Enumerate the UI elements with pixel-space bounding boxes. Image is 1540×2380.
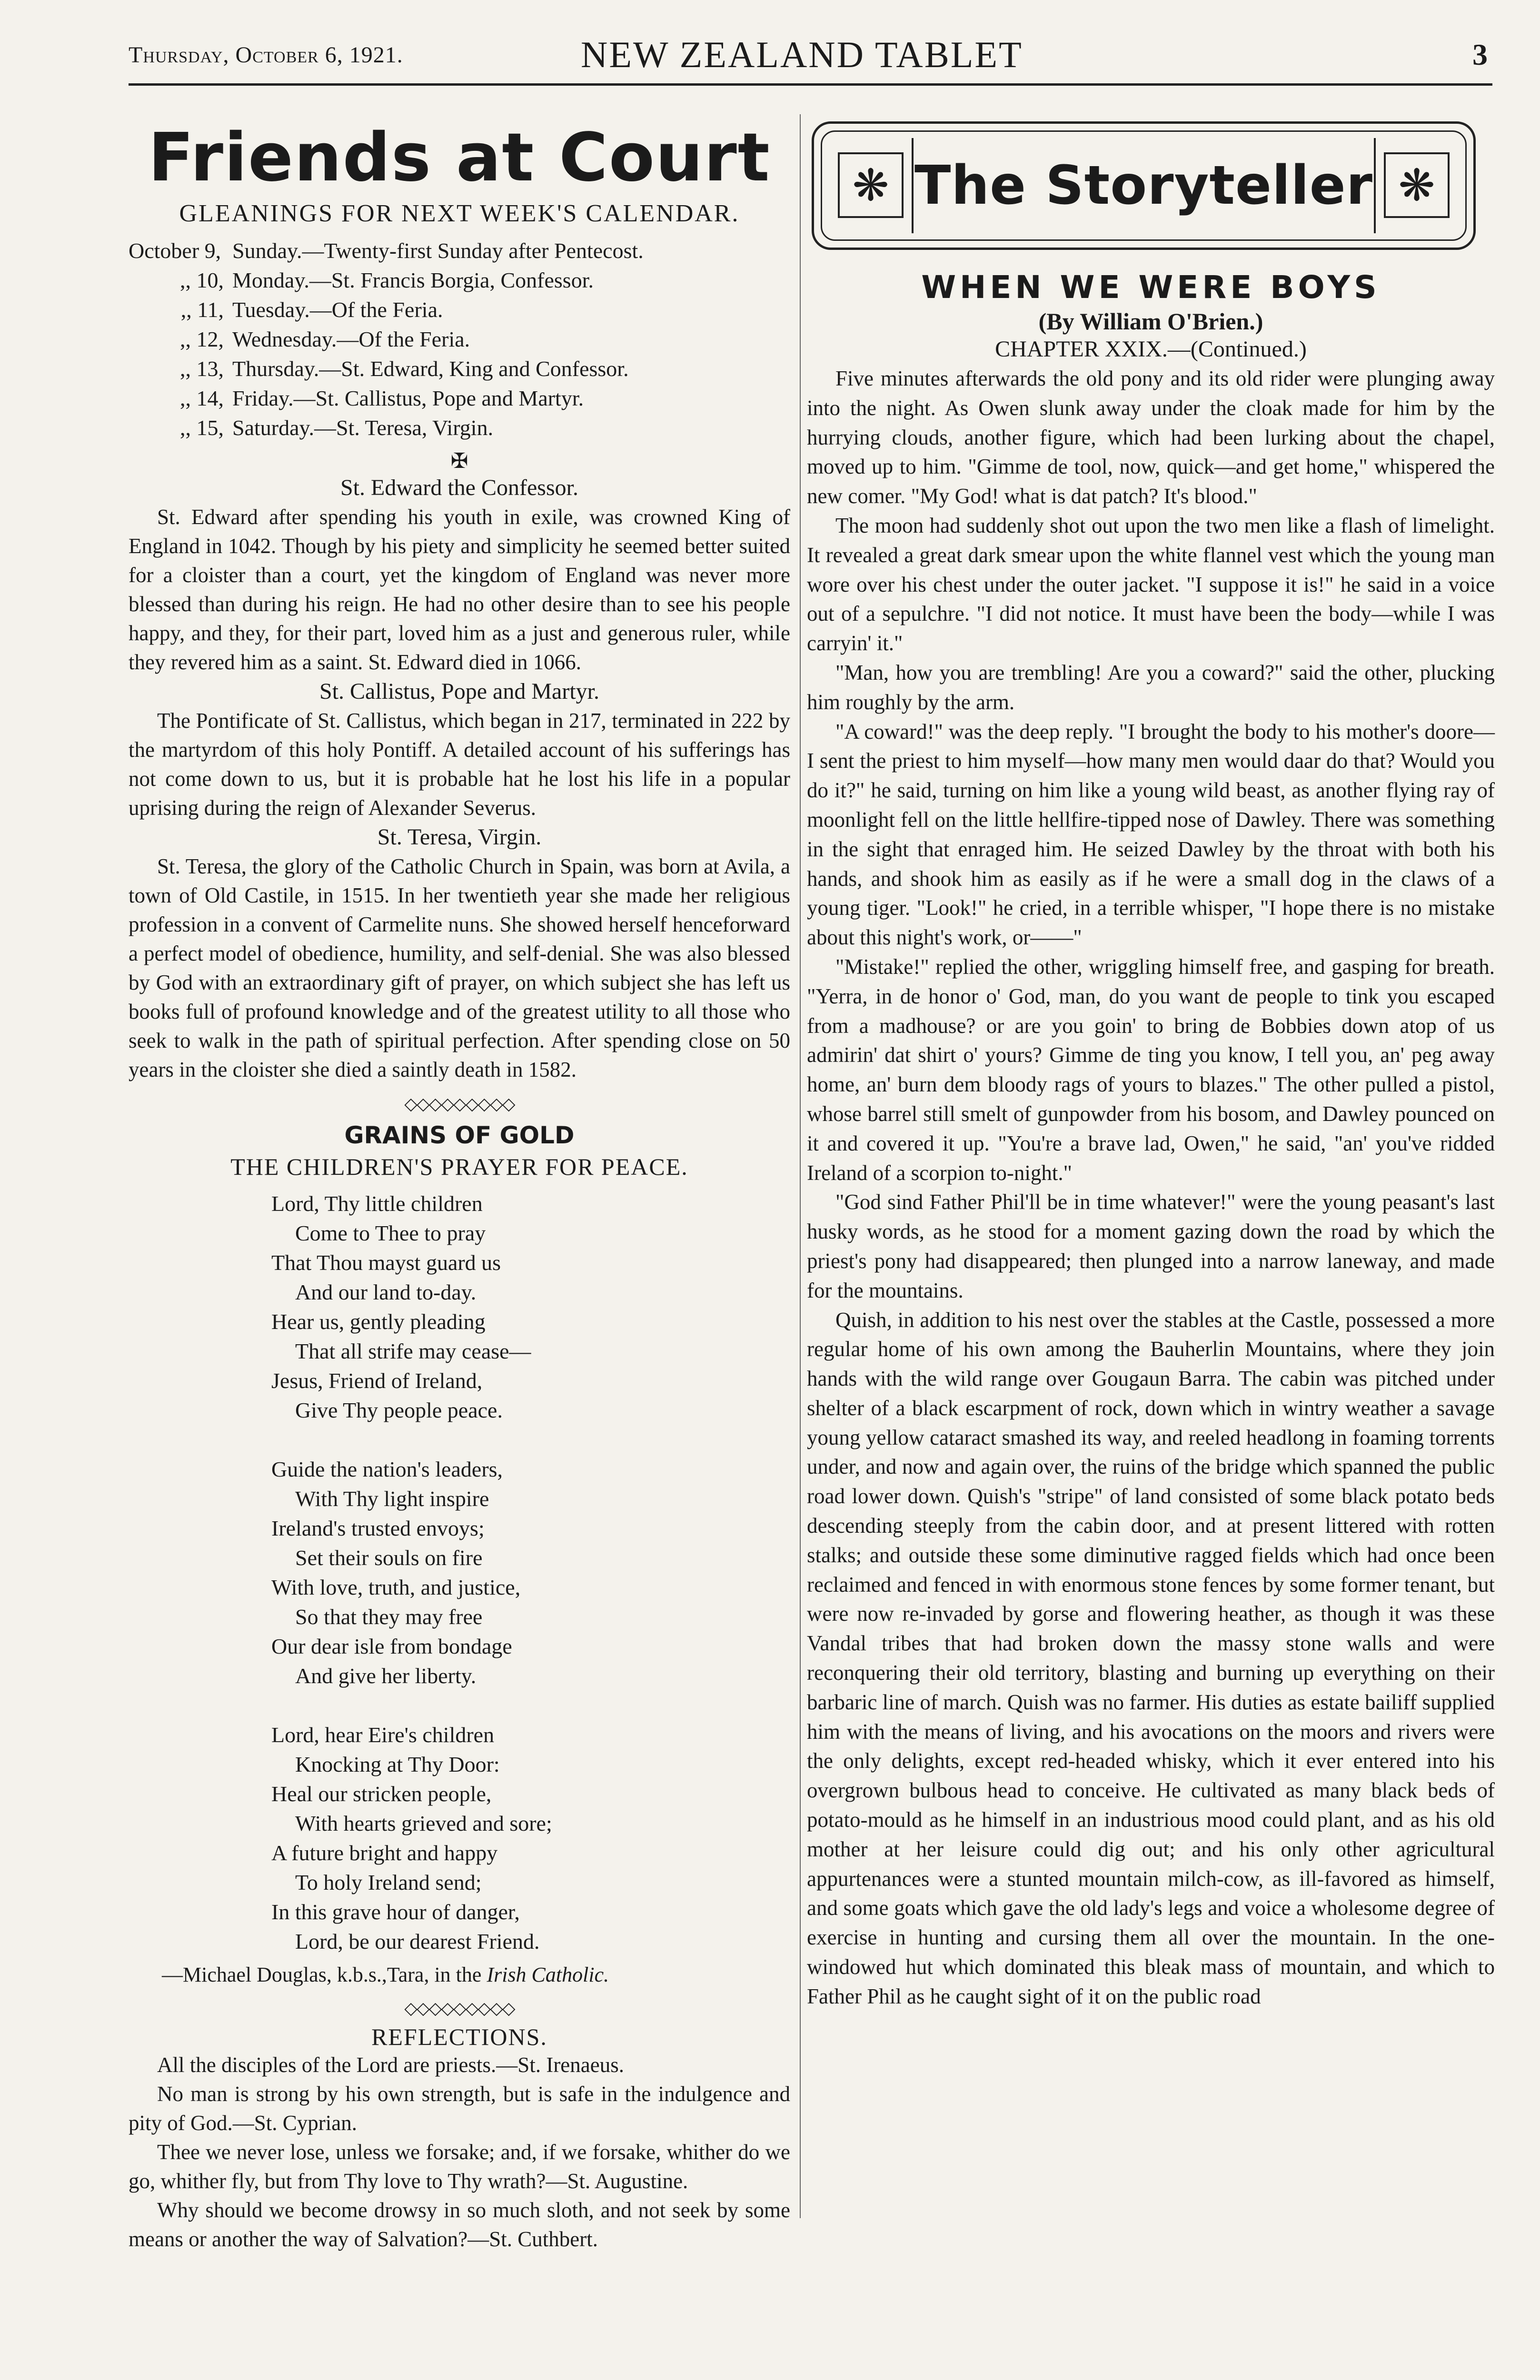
story-title: WHEN WE WERE BOYS (921, 269, 1381, 306)
story-byline: (By William O'Brien.) (1038, 308, 1263, 335)
issue-date: Thursday, October 6, 1921. (129, 42, 403, 68)
poem-line: In this grave hour of danger, (271, 1900, 520, 1924)
story-paragraph: Five minutes afterwards the old pony and its old rider were plunging away into the night. As Owen slunk away under the cloak made for him by the hurrying clouds, another figure, which had been lurking about the chapel, moved up to him. "Gimme de tool, now, quick—and get home," whispered the new comer. "My God! what is dat patch? It's blood." (807, 367, 1495, 508)
calendar-entry: Friday.—St. Callistus, Pope and Martyr. (232, 386, 584, 410)
poem (271, 1189, 790, 1956)
calendar-date: ,, 13, (180, 357, 224, 381)
poem-line: With Thy light inspire (295, 1487, 489, 1511)
poem-line: Ireland's trusted envoys; (271, 1516, 485, 1540)
poem-line: To holy Ireland send; (295, 1870, 482, 1894)
calendar-row (129, 266, 790, 295)
calendar-row (129, 325, 790, 354)
attribution-author: —Michael Douglas, k.b.s.,Tara, in the (162, 1963, 482, 1986)
poem-line: Jesus, Friend of Ireland, (271, 1368, 483, 1393)
attribution-source: Irish Catholic. (487, 1963, 609, 1986)
poem-line: Set their souls on fire (295, 1546, 483, 1570)
storyteller-banner (812, 121, 1476, 250)
poem-line: With love, truth, and justice, (271, 1575, 521, 1599)
reflection-paragraph: No man is strong by his own strength, but is safe in the indulgence and pity of God.—St. Cyprian. (129, 2082, 790, 2135)
poem-line: So that they may free (295, 1605, 483, 1629)
poem-stanza (271, 1189, 790, 1425)
grains-of-gold-title: GRAINS OF GOLD (344, 1121, 575, 1149)
reflections-title: REFLECTIONS. (371, 2023, 547, 2050)
calendar-entry: Wednesday.—Of the Feria. (232, 327, 470, 351)
calendar-entry: Sunday.—Twenty-first Sunday after Pentecost. (232, 238, 644, 263)
calendar-row (129, 295, 790, 325)
reflection-paragraph: Thee we never lose, unless we forsake; and, if we forsake, whither do we go, whither fly, but from Thy love to Thy wrath?—St. Augustine. (129, 2140, 790, 2193)
friends-at-court-title: Friends at Court (148, 119, 771, 197)
page-header (129, 29, 1488, 81)
prayer-title: THE CHILDREN'S PRAYER FOR PEACE. (230, 1153, 688, 1180)
poem-line: And give her liberty. (295, 1664, 477, 1688)
poem-line: That all strife may cease— (295, 1339, 531, 1363)
poem-line: Our dear isle from bondage (271, 1634, 512, 1658)
poem-stanza (271, 1455, 790, 1691)
diamond-divider-icon: ◇◇◇◇◇◇◇◇◇ (404, 1999, 515, 2018)
story-paragraph: "Man, how you are trembling! Are you a coward?" said the other, plucking him roughly by the arm. (807, 660, 1495, 714)
masthead-title: NEW ZEALAND TABLET (581, 34, 1023, 75)
calendar-entry: Tuesday.—Of the Feria. (232, 298, 443, 322)
calendar-row (129, 413, 790, 443)
poem-stanza (271, 1720, 790, 1956)
reflection-paragraph: Why should we become drowsy in so much sloth, and not seek by some means or another the way of Salvation?—St. Cuthbert. (129, 2198, 790, 2251)
story-paragraph: "God sind Father Phil'll be in time whatever!" were the young peasant's last husky words, as he stood for a moment gazing down the road by which the priest's pony had disappeared; then plunged into a narrow laneway, and made for the mountains. (807, 1190, 1495, 1302)
callistus-paragraph: The Pontificate of St. Callistus, which began in 217, terminated in 222 by the martyrdom of this holy Pontiff. A detailed account of his sufferings has not come down to us, but it is probable hat he lost his life in a popular uprising during the reign of Alexander Severus. (129, 709, 790, 820)
diamond-divider-icon: ◇◇◇◇◇◇◇◇◇ (404, 1094, 515, 1113)
poem-line: A future bright and happy (271, 1841, 498, 1865)
calendar-date: ,, 12, (180, 327, 224, 351)
header-rule (129, 83, 1492, 86)
poem-line: Knocking at Thy Door: (295, 1752, 500, 1776)
banner-bar (1374, 138, 1376, 233)
calendar-date: October 9, (129, 238, 221, 263)
story-paragraph: "Mistake!" replied the other, wriggling himself free, and gasping for breath. "Yerra, in de honor o' God, man, do you want de people to tink you escaped from a madhouse? or are you goin' to bring de Bobbies down atop of us admirin' dat shirt o' yours? Gimme de ting you know, I tell you, an' peg away home, an' burn dem bloody rags of yours to blazes." The other pulled a pistol, whose barrel still smelt of gunpowder from his bosom, and Dawley pounced on it and covered it up. "You're a brave lad, Owen," he said, "an' you've ridded Ireland of a scorpion to-night." (807, 954, 1495, 1185)
flower-ornament-icon: ❋ (1384, 152, 1450, 218)
left-column (129, 95, 790, 2254)
poem-line: With hearts grieved and sore; (295, 1811, 552, 1835)
calendar-date: ,, 15, (180, 416, 224, 440)
calendar-date: ,, 10, (180, 268, 224, 292)
poem-line: Come to Thee to pray (295, 1221, 486, 1245)
page-number: 3 (1472, 38, 1488, 71)
callistus-heading: St. Callistus, Pope and Martyr. (319, 679, 599, 704)
right-column (807, 95, 1495, 2012)
flower-ornament-icon: ❋ (838, 152, 904, 218)
poem-line: Lord, be our dearest Friend. (295, 1929, 540, 1954)
calendar-entry: Saturday.—St. Teresa, Virgin. (232, 416, 494, 440)
calendar-row (129, 384, 790, 413)
poem-line: Guide the nation's leaders, (271, 1457, 503, 1481)
teresa-heading: St. Teresa, Virgin. (377, 824, 542, 850)
reflection-paragraph: All the disciples of the Lord are priests.—St. Irenaeus. (157, 2053, 624, 2077)
poem-line: Give Thy people peace. (295, 1398, 503, 1422)
calendar-date: ,, 11, (180, 298, 224, 322)
edward-heading: St. Edward the Confessor. (340, 475, 578, 500)
calendar-entry: Monday.—St. Francis Borgia, Confessor. (232, 268, 594, 292)
poem-line: Lord, Thy little children (271, 1191, 483, 1216)
storyteller-title: The Storyteller (914, 155, 1373, 217)
calendar-row (129, 236, 790, 266)
gleanings-subtitle: GLEANINGS FOR NEXT WEEK'S CALENDAR. (179, 200, 740, 227)
cross-ornament-icon: ✠ (450, 449, 468, 473)
story-paragraph: Quish, in addition to his nest over the stables at the Castle, possessed a more regular home of his own among the Bauherlin Mountains, where they join hands with the wild range over Gougaun Barra. The cabin was pitched under shelter of a black escarpment of rock, down which in wintry weather a savage young yellow cataract smashed its way, and reeled headlong in foaming torrents under, and now and again over, the ruins of the bridge which spanned the public road lower down. Quish's "stripe" of land consisted of some black potato beds descending steeply from the cabin door, and at present littered with rotten stalks; and outside these some diminutive ragged fields which had once been reclaimed and fenced in with enormous stone fences by some former tenant, but were now re-invaded by gorse and flowering heather, as though it was these Vandal tribes that had broken down the massy stone walls and were reconquering their old territory, blasting and burning up everything on their barbaric line of march. Quish was no farmer. His duties as estate bailiff supplied him with the means of living, and his avocations on the moors and rivers were the only delights, except red-headed whisky, which it ever entered into his overgrown bulbous head to conceive. He cultivated as many black beds of potato-mould as he himself in an industrious mood could plant, and as his old mother at her leisure could dig out; and his only other agricultural appurtenances were a stunted mountain milch-cow, as ill-favored as himself, and some goats which gave the old lady's legs and voice a wholesome degree of exercise in hunting and cursing them all over the mountain. In the one-windowed hut which dominated this bleak mass of mountain, and which to Father Phil as he caught sight of it on the public road (807, 1308, 1495, 2008)
story-chapter: CHAPTER XXIX.—(Continued.) (995, 337, 1307, 362)
teresa-paragraph: St. Teresa, the glory of the Catholic Church in Spain, was born at Avila, a town of Old Castile, in 1515. In her twentieth year she made her religious profession in a convent of Carmelite nuns. She showed herself henceforward a perfect model of obedience, humility, and self-denial. She was also blessed by God with an extraordinary gift of prayer, on which subject she has left us books full of profound knowledge and of the greatest utility to all those who seek to walk in the path of spiritual perfection. After spending close on 50 years in the cloister she died a saintly death in 1582. (129, 854, 790, 1081)
calendar-row (129, 354, 790, 384)
banner-bar (912, 138, 914, 233)
edward-paragraph: St. Edward after spending his youth in exile, was crowned King of England in 1042. Though by his piety and simplicity he seemed better suited for a cloister than a court, yet the kingdom of England was never more blessed than during his reign. He had no other desire than to see his people happy, and they, for their part, loved him as a just and generous ruler, while they revered him as a saint. St. Edward died in 1066. (129, 505, 790, 674)
calendar-date: ,, 14, (180, 386, 224, 410)
poem-line: That Thou mayst guard us (271, 1250, 501, 1275)
column-divider (800, 114, 801, 2218)
story-paragraph: "A coward!" was the deep reply. "I brought the body to his mother's doore—I sent the priest to him myself—how many men would daar do that? Would you do it?" he said, turning on him like a young wild beast, as another flying ray of moonlight fell on the little hellfire-tipped nose of Dawley. There was something in the sight that enraged him. He seized Dawley by the throat with both his hands, and shook him as easily as if he were a small dog in the claws of a young tiger. "Look!" he cried, in a terrible whisper, "I hope there is no mistake about this night's work, or——" (807, 719, 1495, 950)
poem-line: And our land to-day. (295, 1280, 477, 1304)
calendar-entry: Thursday.—St. Edward, King and Confessor. (232, 357, 629, 381)
poem-attribution (162, 1961, 790, 1989)
story-paragraph: The moon had suddenly shot out upon the two men like a flash of limelight. It revealed a great dark smear upon the white flannel vest which the young man wore over his chest under the outer jacket. "I suppose it is!" he said in a voice out of a sepulchre. "I did not notice. It must have been the body—while I was carryin' it." (807, 513, 1495, 655)
poem-line: Lord, hear Eire's children (271, 1723, 495, 1747)
poem-line: Hear us, gently pleading (271, 1309, 486, 1334)
poem-line: Heal our stricken people, (271, 1782, 492, 1806)
calendar-list (129, 236, 790, 443)
